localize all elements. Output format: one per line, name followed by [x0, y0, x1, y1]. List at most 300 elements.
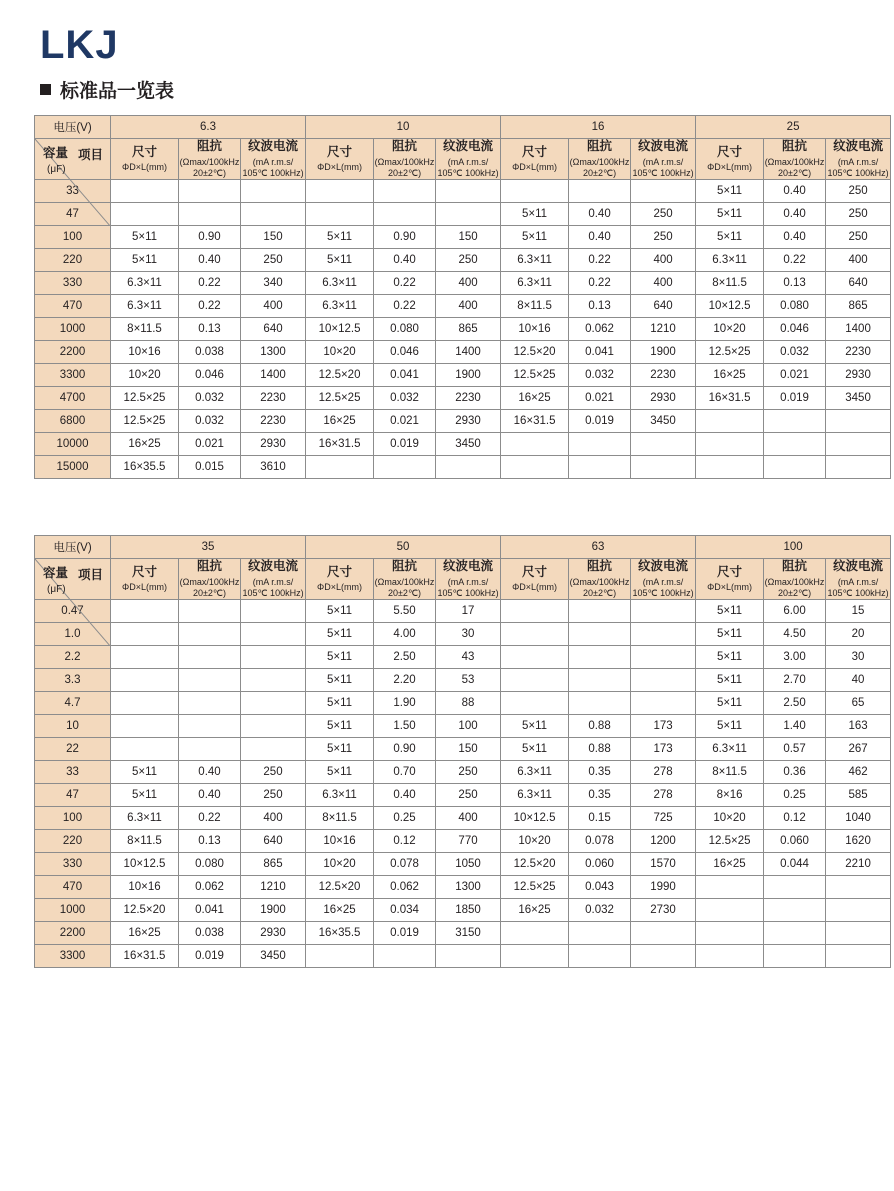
table-row [35, 784, 891, 807]
cell-t2-7-8: 278 [631, 761, 696, 784]
cell-t2-7-5: 250 [436, 761, 501, 784]
capacitance-value: 15000 [35, 456, 111, 479]
cell-t1-10-4: 0.021 [374, 410, 436, 433]
cell-t2-7-7: 0.35 [569, 761, 631, 784]
cell-t1-6-7: 0.062 [569, 318, 631, 341]
column-header-sub: (Ωmax/100kHz 20±2℃) [374, 576, 435, 598]
cell-t2-6-11: 267 [826, 738, 891, 761]
cell-t1-10-10 [764, 410, 826, 433]
cell-t2-13-6: 16×25 [501, 899, 569, 922]
cell-t2-15-7 [569, 945, 631, 968]
cell-t2-1-10: 4.50 [764, 623, 826, 646]
cell-t1-9-0: 12.5×25 [111, 387, 179, 410]
cell-t2-3-6 [501, 669, 569, 692]
cell-t1-2-4: 0.90 [374, 226, 436, 249]
spec-table [34, 535, 891, 968]
cell-t1-4-1: 0.22 [179, 272, 241, 295]
cell-t2-0-2 [241, 600, 306, 623]
cell-t2-10-1: 0.13 [179, 830, 241, 853]
column-header-title: 尺寸 [131, 144, 157, 159]
capacitance-value: 10 [35, 715, 111, 738]
cell-t2-6-3: 5×11 [306, 738, 374, 761]
column-header-title: 纹波电流 [638, 559, 689, 574]
cell-t2-3-7 [569, 669, 631, 692]
cell-t1-3-11: 400 [826, 249, 891, 272]
cell-t2-2-1 [179, 646, 241, 669]
cell-t2-13-4: 0.034 [374, 899, 436, 922]
capacitance-value: 220 [35, 249, 111, 272]
cell-t1-7-11: 2230 [826, 341, 891, 364]
cell-t2-7-11: 462 [826, 761, 891, 784]
column-header-title: 尺寸 [522, 564, 548, 579]
column-header-title: 阻抗 [782, 559, 808, 574]
spec-table-1 [30, 115, 889, 479]
table-row [35, 669, 891, 692]
column-header-sub: (Ωmax/100kHz 20±2℃) [569, 576, 630, 598]
capacitance-value: 33 [35, 180, 111, 203]
cell-t2-12-4: 0.062 [374, 876, 436, 899]
cell-t2-13-2: 1900 [241, 899, 306, 922]
cell-t1-3-3: 5×11 [306, 249, 374, 272]
cell-t1-9-5: 2230 [436, 387, 501, 410]
cell-t2-15-9 [696, 945, 764, 968]
column-header-sub: (mA r.m.s/ 105℃ 100kHz) [437, 156, 499, 178]
column-header-sub: ΦD×L(mm) [707, 162, 753, 173]
cell-t1-7-4: 0.046 [374, 341, 436, 364]
table-row [35, 456, 891, 479]
cell-t2-9-10: 0.12 [764, 807, 826, 830]
capacitance-value: 22 [35, 738, 111, 761]
cell-t1-0-10: 0.40 [764, 180, 826, 203]
cell-t2-7-3: 5×11 [306, 761, 374, 784]
cell-t1-8-10: 0.021 [764, 364, 826, 387]
cell-t2-4-11: 65 [826, 692, 891, 715]
column-header-title: 阻抗 [587, 559, 613, 574]
cell-t1-5-3: 6.3×11 [306, 295, 374, 318]
cell-t1-2-1: 0.90 [179, 226, 241, 249]
cell-t2-0-0 [111, 600, 179, 623]
cell-t2-11-7: 0.060 [569, 853, 631, 876]
column-header-row [35, 559, 891, 600]
cell-t2-4-5: 88 [436, 692, 501, 715]
capacitance-value: 220 [35, 830, 111, 853]
cell-t2-0-10: 6.00 [764, 600, 826, 623]
cell-t2-5-2 [241, 715, 306, 738]
cell-t2-0-1 [179, 600, 241, 623]
cell-t1-3-10: 0.22 [764, 249, 826, 272]
cell-t2-13-0: 12.5×20 [111, 899, 179, 922]
cell-t1-0-9: 5×11 [696, 180, 764, 203]
voltage-value-t1-3: 25 [696, 116, 891, 139]
cell-t2-14-9 [696, 922, 764, 945]
column-header-t1-2-1 [569, 139, 631, 180]
cell-t2-9-7: 0.15 [569, 807, 631, 830]
cell-t2-10-5: 770 [436, 830, 501, 853]
cell-t2-3-4: 2.20 [374, 669, 436, 692]
cell-t2-14-7 [569, 922, 631, 945]
cell-t2-15-0: 16×31.5 [111, 945, 179, 968]
cell-t2-2-7 [569, 646, 631, 669]
capacitance-value: 100 [35, 807, 111, 830]
capacitance-value: 33 [35, 761, 111, 784]
cell-t2-2-10: 3.00 [764, 646, 826, 669]
corner-header-cell [35, 139, 111, 180]
column-header-title: 纹波电流 [638, 139, 689, 153]
cell-t2-8-10: 0.25 [764, 784, 826, 807]
column-header-t2-2-2 [631, 559, 696, 600]
cell-t2-2-11: 30 [826, 646, 891, 669]
cell-t2-5-9: 5×11 [696, 715, 764, 738]
cell-t1-2-9: 5×11 [696, 226, 764, 249]
table-row [35, 922, 891, 945]
cell-t1-1-11: 250 [826, 203, 891, 226]
column-header-sub: ΦD×L(mm) [317, 162, 362, 173]
cell-t2-1-0 [111, 623, 179, 646]
cell-t2-4-8 [631, 692, 696, 715]
cell-t1-2-8: 250 [631, 226, 696, 249]
cell-t1-2-5: 150 [436, 226, 501, 249]
table-row [35, 761, 891, 784]
cell-t2-11-4: 0.078 [374, 853, 436, 876]
column-header-title: 尺寸 [327, 564, 353, 579]
spec-table-2 [30, 535, 889, 968]
cell-t1-7-10: 0.032 [764, 341, 826, 364]
cell-t2-6-1 [179, 738, 241, 761]
cell-t2-7-10: 0.36 [764, 761, 826, 784]
cell-t1-8-2: 1400 [241, 364, 306, 387]
cell-t2-13-7: 0.032 [569, 899, 631, 922]
column-header-t1-2-0 [501, 139, 569, 180]
cell-t2-11-2: 865 [241, 853, 306, 876]
cell-t1-10-11 [826, 410, 891, 433]
cell-t2-4-2 [241, 692, 306, 715]
cell-t2-0-9: 5×11 [696, 600, 764, 623]
cell-t2-8-11: 585 [826, 784, 891, 807]
cell-t2-2-9: 5×11 [696, 646, 764, 669]
cell-t1-1-4 [374, 203, 436, 226]
cell-t1-3-8: 400 [631, 249, 696, 272]
cell-t1-12-7 [569, 456, 631, 479]
column-header-title: 尺寸 [522, 144, 548, 159]
cell-t1-0-4 [374, 180, 436, 203]
cell-t1-8-4: 0.041 [374, 364, 436, 387]
cell-t2-5-5: 100 [436, 715, 501, 738]
cell-t1-9-10: 0.019 [764, 387, 826, 410]
capacitance-value: 10000 [35, 433, 111, 456]
cell-t1-3-5: 250 [436, 249, 501, 272]
cell-t2-3-9: 5×11 [696, 669, 764, 692]
cell-t2-5-7: 0.88 [569, 715, 631, 738]
cell-t1-3-6: 6.3×11 [501, 249, 569, 272]
column-header-t2-0-2 [241, 559, 306, 600]
table-row [35, 600, 891, 623]
cell-t1-11-3: 16×31.5 [306, 433, 374, 456]
cell-t1-8-7: 0.032 [569, 364, 631, 387]
cell-t1-12-5 [436, 456, 501, 479]
capacitance-value: 1000 [35, 318, 111, 341]
cell-t2-4-10: 2.50 [764, 692, 826, 715]
cell-t1-12-0: 16×35.5 [111, 456, 179, 479]
cell-t1-7-1: 0.038 [179, 341, 241, 364]
cell-t2-3-11: 40 [826, 669, 891, 692]
capacitance-value: 3300 [35, 364, 111, 387]
cell-t2-2-3: 5×11 [306, 646, 374, 669]
cell-t2-15-2: 3450 [241, 945, 306, 968]
column-header-sub: (Ωmax/100kHz 20±2℃) [179, 576, 240, 598]
capacitance-value: 330 [35, 853, 111, 876]
column-header-sub: ΦD×L(mm) [512, 162, 558, 173]
cell-t2-6-5: 150 [436, 738, 501, 761]
cell-t2-15-11 [826, 945, 891, 968]
cell-t1-8-11: 2930 [826, 364, 891, 387]
table-row [35, 692, 891, 715]
cell-t1-4-10: 0.13 [764, 272, 826, 295]
column-header-t1-0-2 [241, 139, 306, 180]
column-header-sub: (mA r.m.s/ 105℃ 100kHz) [632, 576, 694, 598]
cell-t1-1-9: 5×11 [696, 203, 764, 226]
voltage-header-row [35, 116, 891, 139]
cell-t1-7-5: 1400 [436, 341, 501, 364]
cell-t2-12-0: 10×16 [111, 876, 179, 899]
brand-logo: LKJ [40, 23, 119, 67]
column-header-title: 阻抗 [392, 139, 418, 153]
cell-t2-8-0: 5×11 [111, 784, 179, 807]
item-label: 项目 [77, 568, 103, 583]
cell-t1-6-0: 8×11.5 [111, 318, 179, 341]
cell-t2-12-3: 12.5×20 [306, 876, 374, 899]
column-header-t1-2-2 [631, 139, 696, 180]
column-header-t1-0-0 [111, 139, 179, 180]
cell-t1-4-6: 6.3×11 [501, 272, 569, 295]
cell-t2-10-0: 8×11.5 [111, 830, 179, 853]
cell-t2-14-5: 3150 [436, 922, 501, 945]
cell-t2-11-11: 2210 [826, 853, 891, 876]
column-header-t2-0-0 [111, 559, 179, 600]
cell-t1-8-5: 1900 [436, 364, 501, 387]
cell-t1-1-0 [111, 203, 179, 226]
capacitance-label: 容量 [43, 146, 69, 161]
cell-t2-0-3: 5×11 [306, 600, 374, 623]
capacitance-value: 6800 [35, 410, 111, 433]
cell-t1-11-4: 0.019 [374, 433, 436, 456]
cell-t2-9-5: 400 [436, 807, 501, 830]
column-header-t1-3-1 [764, 139, 826, 180]
cell-t2-8-5: 250 [436, 784, 501, 807]
cell-t1-12-2: 3610 [241, 456, 306, 479]
cell-t2-11-10: 0.044 [764, 853, 826, 876]
cell-t1-1-8: 250 [631, 203, 696, 226]
cell-t1-1-5 [436, 203, 501, 226]
cell-t2-1-5: 30 [436, 623, 501, 646]
cell-t2-7-4: 0.70 [374, 761, 436, 784]
cell-t1-10-8: 3450 [631, 410, 696, 433]
column-header-sub: (mA r.m.s/ 105℃ 100kHz) [827, 156, 889, 178]
cell-t1-1-10: 0.40 [764, 203, 826, 226]
column-header-sub: (Ωmax/100kHz 20±2℃) [569, 156, 630, 178]
table-row [35, 226, 891, 249]
cell-t2-15-5 [436, 945, 501, 968]
capacitance-value: 3.3 [35, 669, 111, 692]
cell-t1-12-4 [374, 456, 436, 479]
cell-t2-10-9: 12.5×25 [696, 830, 764, 853]
cell-t2-0-8 [631, 600, 696, 623]
table-row [35, 876, 891, 899]
cell-t1-5-9: 10×12.5 [696, 295, 764, 318]
table-row [35, 249, 891, 272]
voltage-value-t2-2: 63 [501, 536, 696, 559]
table-row [35, 387, 891, 410]
cell-t1-10-9 [696, 410, 764, 433]
cell-t1-8-9: 16×25 [696, 364, 764, 387]
cell-t2-6-4: 0.90 [374, 738, 436, 761]
column-header-t2-1-1 [374, 559, 436, 600]
cell-t2-8-9: 8×16 [696, 784, 764, 807]
cell-t2-4-3: 5×11 [306, 692, 374, 715]
cell-t1-12-6 [501, 456, 569, 479]
cell-t2-6-9: 6.3×11 [696, 738, 764, 761]
cell-t1-2-6: 5×11 [501, 226, 569, 249]
cell-t1-1-2 [241, 203, 306, 226]
capacitance-value: 100 [35, 226, 111, 249]
column-header-t2-2-0 [501, 559, 569, 600]
cell-t1-6-5: 865 [436, 318, 501, 341]
cell-t1-0-7 [569, 180, 631, 203]
cell-t1-11-0: 16×25 [111, 433, 179, 456]
voltage-value-t2-1: 50 [306, 536, 501, 559]
cell-t2-5-3: 5×11 [306, 715, 374, 738]
cell-t2-12-6: 12.5×25 [501, 876, 569, 899]
cell-t2-9-11: 1040 [826, 807, 891, 830]
cell-t1-3-2: 250 [241, 249, 306, 272]
cell-t2-3-10: 2.70 [764, 669, 826, 692]
cell-t1-11-7 [569, 433, 631, 456]
cell-t2-7-1: 0.40 [179, 761, 241, 784]
table-row [35, 410, 891, 433]
cell-t2-1-1 [179, 623, 241, 646]
corner-header-cell [35, 559, 111, 600]
capacitance-label: 容量 [43, 566, 69, 581]
cell-t1-10-1: 0.032 [179, 410, 241, 433]
cell-t1-9-3: 12.5×25 [306, 387, 374, 410]
cell-t2-5-4: 1.50 [374, 715, 436, 738]
cell-t1-5-11: 865 [826, 295, 891, 318]
cell-t2-13-5: 1850 [436, 899, 501, 922]
column-header-title: 阻抗 [587, 139, 613, 153]
cell-t1-11-2: 2930 [241, 433, 306, 456]
cell-t2-0-6 [501, 600, 569, 623]
cell-t1-0-5 [436, 180, 501, 203]
cell-t1-5-1: 0.22 [179, 295, 241, 318]
cell-t2-4-1 [179, 692, 241, 715]
table-row [35, 364, 891, 387]
table-row [35, 899, 891, 922]
voltage-value-t1-0: 6.3 [111, 116, 306, 139]
cell-t2-6-10: 0.57 [764, 738, 826, 761]
cell-t2-1-11: 20 [826, 623, 891, 646]
cell-t1-6-3: 10×12.5 [306, 318, 374, 341]
capacitance-value: 47 [35, 203, 111, 226]
cell-t1-12-8 [631, 456, 696, 479]
cell-t1-6-11: 1400 [826, 318, 891, 341]
cell-t2-1-7 [569, 623, 631, 646]
column-header-t2-3-2 [826, 559, 891, 600]
cell-t2-4-4: 1.90 [374, 692, 436, 715]
cell-t1-2-0: 5×11 [111, 226, 179, 249]
table-row [35, 830, 891, 853]
cell-t1-10-7: 0.019 [569, 410, 631, 433]
cell-t1-1-1 [179, 203, 241, 226]
column-header-sub: ΦD×L(mm) [122, 582, 167, 593]
cell-t1-4-4: 0.22 [374, 272, 436, 295]
cell-t2-11-9: 16×25 [696, 853, 764, 876]
cell-t1-7-7: 0.041 [569, 341, 631, 364]
cell-t2-8-7: 0.35 [569, 784, 631, 807]
cell-t1-11-5: 3450 [436, 433, 501, 456]
column-header-title: 尺寸 [717, 564, 743, 579]
cell-t2-8-6: 6.3×11 [501, 784, 569, 807]
cell-t1-9-8: 2930 [631, 387, 696, 410]
cell-t1-6-1: 0.13 [179, 318, 241, 341]
table-row [35, 318, 891, 341]
cell-t2-9-8: 725 [631, 807, 696, 830]
column-header-sub: (mA r.m.s/ 105℃ 100kHz) [242, 576, 304, 598]
cell-t1-5-10: 0.080 [764, 295, 826, 318]
capacitance-value: 2200 [35, 341, 111, 364]
item-label: 项目 [77, 148, 103, 162]
cell-t2-1-9: 5×11 [696, 623, 764, 646]
cell-t1-5-7: 0.13 [569, 295, 631, 318]
cell-t1-10-0: 12.5×25 [111, 410, 179, 433]
cell-t2-4-7 [569, 692, 631, 715]
cell-t1-11-10 [764, 433, 826, 456]
cell-t1-3-4: 0.40 [374, 249, 436, 272]
cell-t1-12-10 [764, 456, 826, 479]
column-header-t2-0-1 [179, 559, 241, 600]
cell-t2-1-3: 5×11 [306, 623, 374, 646]
cell-t2-6-7: 0.88 [569, 738, 631, 761]
cell-t2-0-5: 17 [436, 600, 501, 623]
cell-t2-10-11: 1620 [826, 830, 891, 853]
cell-t2-1-2 [241, 623, 306, 646]
cell-t1-4-3: 6.3×11 [306, 272, 374, 295]
cell-t1-11-11 [826, 433, 891, 456]
cell-t1-4-7: 0.22 [569, 272, 631, 295]
cell-t2-6-6: 5×11 [501, 738, 569, 761]
cell-t2-9-9: 10×20 [696, 807, 764, 830]
cell-t1-4-8: 400 [631, 272, 696, 295]
capacitance-value: 4.7 [35, 692, 111, 715]
cell-t2-0-4: 5.50 [374, 600, 436, 623]
column-header-sub: ΦD×L(mm) [512, 582, 557, 593]
cell-t2-2-6 [501, 646, 569, 669]
cell-t1-3-0: 5×11 [111, 249, 179, 272]
cell-t2-7-2: 250 [241, 761, 306, 784]
cell-t2-5-8: 173 [631, 715, 696, 738]
cell-t1-6-2: 640 [241, 318, 306, 341]
square-bullet-icon [40, 84, 51, 95]
cell-t1-5-2: 400 [241, 295, 306, 318]
cell-t2-15-3 [306, 945, 374, 968]
cell-t1-1-7: 0.40 [569, 203, 631, 226]
cell-t2-15-8 [631, 945, 696, 968]
cell-t2-15-10 [764, 945, 826, 968]
capacitance-value: 47 [35, 784, 111, 807]
cell-t1-8-1: 0.046 [179, 364, 241, 387]
cell-t2-5-10: 1.40 [764, 715, 826, 738]
cell-t2-11-1: 0.080 [179, 853, 241, 876]
cell-t1-12-11 [826, 456, 891, 479]
cell-t2-14-2: 2930 [241, 922, 306, 945]
